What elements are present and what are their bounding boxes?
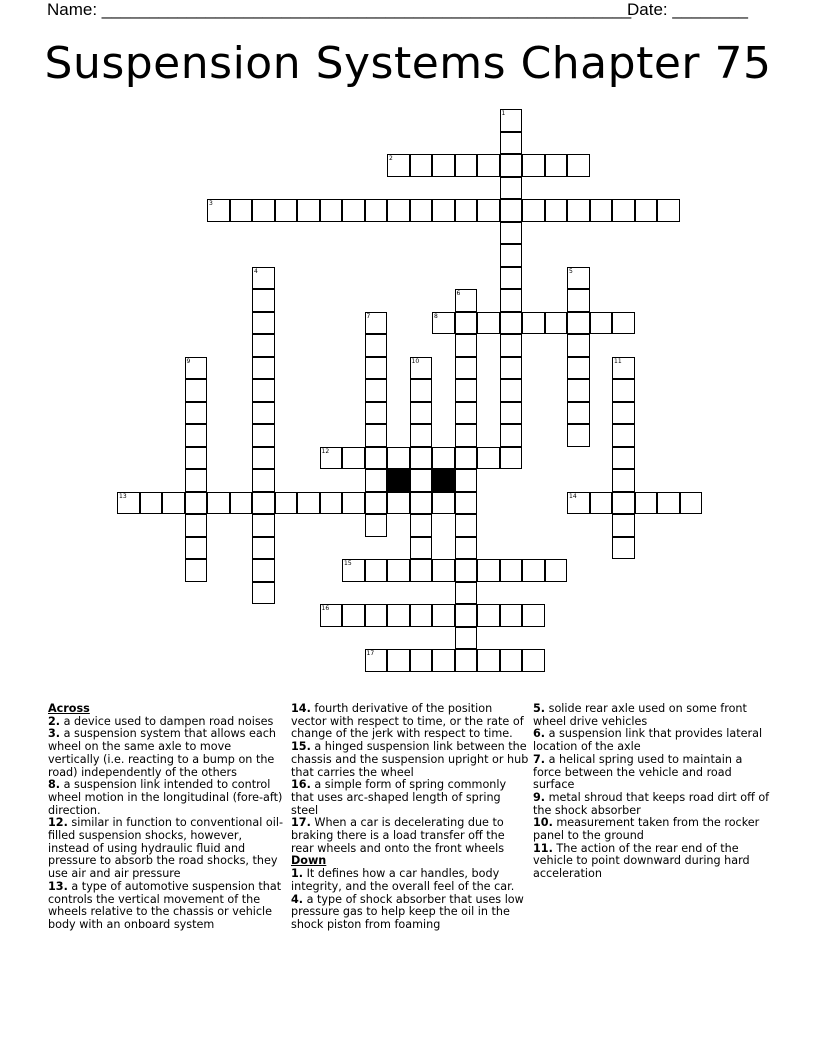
- grid-cell[interactable]: [320, 492, 343, 515]
- clue-number: 16: [321, 605, 330, 612]
- clue-number: 7: [366, 312, 371, 320]
- grid-cell[interactable]: [365, 312, 388, 335]
- clue-column-3: [533, 703, 771, 881]
- clue-number: 4: [254, 267, 258, 275]
- grid-cell[interactable]: [477, 649, 500, 672]
- grid-cell[interactable]: [500, 109, 523, 132]
- clue-text: fourth derivative of the position vector with respect to time, or the rate of change of the jerk with respect to time.: [291, 702, 524, 741]
- clue-number: 12: [321, 447, 330, 455]
- grid-cell[interactable]: [455, 649, 478, 672]
- grid-cell[interactable]: [432, 604, 455, 627]
- clue-text: a type of automotive suspension that controls the vertical movement of the wheels relative to the chassis or vehicle body with an onboard system: [48, 879, 282, 931]
- grid-cell[interactable]: [410, 424, 433, 447]
- clue-text: a device used to dampen road noises: [63, 714, 274, 728]
- clue-number-label: 8.: [48, 778, 61, 792]
- grid-cell[interactable]: [500, 604, 523, 627]
- grid-cell[interactable]: [410, 357, 433, 380]
- grid-cell[interactable]: [455, 559, 478, 582]
- grid-cell[interactable]: [185, 492, 208, 515]
- grid-cell[interactable]: [545, 559, 568, 582]
- grid-cell[interactable]: [410, 537, 433, 560]
- grid-cell[interactable]: [612, 447, 635, 470]
- clue-text: It defines how a car handles, body integrity, and the overall feel of the car.: [291, 867, 515, 893]
- grid-cell[interactable]: [387, 492, 410, 515]
- grid-cell[interactable]: [612, 514, 635, 537]
- grid-cell[interactable]: [252, 357, 275, 380]
- grid-cell[interactable]: [410, 469, 433, 492]
- clue-item: [533, 843, 771, 881]
- grid-cell[interactable]: [252, 514, 275, 537]
- clue-item: [533, 728, 771, 753]
- grid-cell[interactable]: [275, 492, 298, 515]
- grid-cell[interactable]: [477, 447, 500, 470]
- grid-cell[interactable]: [387, 447, 410, 470]
- grid-cell[interactable]: [612, 402, 635, 425]
- grid-cell[interactable]: [365, 424, 388, 447]
- clue-number-label: 7.: [533, 752, 546, 766]
- clue-item: [291, 894, 529, 932]
- grid-cell[interactable]: [455, 379, 478, 402]
- grid-cell[interactable]: [185, 379, 208, 402]
- grid-cell[interactable]: [365, 469, 388, 492]
- grid-cell[interactable]: [455, 447, 478, 470]
- grid-cell[interactable]: [500, 402, 523, 425]
- grid-cell[interactable]: [455, 537, 478, 560]
- grid-cell[interactable]: [455, 199, 478, 222]
- clue-number: 8: [434, 312, 438, 320]
- clue-number: 10: [411, 357, 420, 365]
- grid-cell[interactable]: [410, 559, 433, 582]
- grid-cell[interactable]: [500, 559, 523, 582]
- grid-cell[interactable]: [342, 559, 365, 582]
- grid-cell[interactable]: [432, 312, 455, 335]
- clue-number-label: 2.: [48, 714, 61, 728]
- clue-number-label: 4.: [291, 892, 304, 906]
- grid-cell[interactable]: [365, 402, 388, 425]
- grid-cell[interactable]: [567, 402, 590, 425]
- grid-cell[interactable]: [635, 492, 658, 515]
- grid-cell[interactable]: [500, 312, 523, 335]
- grid-cell[interactable]: [140, 492, 163, 515]
- clue-number-label: 17.: [291, 816, 311, 830]
- grid-cell[interactable]: [342, 447, 365, 470]
- grid-cell[interactable]: [252, 559, 275, 582]
- grid-cell[interactable]: [185, 514, 208, 537]
- clue-text: similar in function to conventional oil-filled suspension shocks, however, instead of using hydraulic fluid and pressure to absorb the road shocks, they use air and air pressure: [48, 816, 283, 881]
- clue-number: 6: [456, 290, 461, 297]
- clue-item: [533, 754, 771, 792]
- clue-number-label: 10.: [533, 816, 553, 830]
- grid-cell[interactable]: [545, 154, 568, 177]
- grid-cell[interactable]: [185, 447, 208, 470]
- grid-cell[interactable]: [410, 649, 433, 672]
- grid-cell[interactable]: [590, 312, 613, 335]
- grid-cell[interactable]: [477, 199, 500, 222]
- clue-number-label: 14.: [291, 702, 311, 715]
- grid-cell[interactable]: [455, 627, 478, 650]
- grid-cell[interactable]: [252, 424, 275, 447]
- grid-cell[interactable]: [455, 312, 478, 335]
- clue-number-label: 16.: [291, 778, 311, 792]
- grid-cell[interactable]: [185, 469, 208, 492]
- grid-cell[interactable]: [500, 222, 523, 245]
- clue-column-2: [291, 703, 529, 932]
- grid-cell[interactable]: [500, 447, 523, 470]
- grid-cell[interactable]: [545, 312, 568, 335]
- clue-item: [533, 792, 771, 817]
- grid-cell[interactable]: [500, 379, 523, 402]
- clue-number: 2: [389, 155, 393, 162]
- clue-item: [291, 703, 529, 741]
- grid-cell[interactable]: [455, 492, 478, 515]
- grid-cell[interactable]: [162, 492, 185, 515]
- grid-cell[interactable]: [185, 402, 208, 425]
- across-heading: Across: [48, 702, 90, 715]
- grid-cell[interactable]: [477, 312, 500, 335]
- grid-cell[interactable]: [455, 334, 478, 357]
- grid-cell[interactable]: [567, 334, 590, 357]
- grid-cell[interactable]: [252, 267, 275, 290]
- grid-cell[interactable]: [522, 649, 545, 672]
- date-field: Date: ________: [627, 0, 748, 19]
- grid-cell[interactable]: [410, 154, 433, 177]
- grid-cell[interactable]: [567, 492, 590, 515]
- grid-cell[interactable]: [320, 199, 343, 222]
- grid-cell[interactable]: [612, 469, 635, 492]
- grid-cell[interactable]: [455, 402, 478, 425]
- grid-cell[interactable]: [365, 514, 388, 537]
- grid-cell[interactable]: [680, 492, 703, 515]
- clue-number-label: 3.: [48, 727, 61, 741]
- grid-cell[interactable]: [612, 199, 635, 222]
- grid-cell[interactable]: [275, 199, 298, 222]
- clue-text: metal shroud that keeps road dirt off of the shock absorber: [533, 790, 770, 817]
- grid-cell[interactable]: [545, 199, 568, 222]
- grid-cell[interactable]: [387, 604, 410, 627]
- grid-cell[interactable]: [342, 492, 365, 515]
- grid-cell[interactable]: [432, 649, 455, 672]
- grid-cell[interactable]: [500, 244, 523, 267]
- grid-cell[interactable]: [432, 154, 455, 177]
- clue-text: When a car is decelerating due to braking there is a load transfer off the rear wheels and onto the front wheels: [291, 816, 505, 855]
- grid-cell[interactable]: [252, 334, 275, 357]
- grid-cell[interactable]: [365, 559, 388, 582]
- clue-item: [48, 728, 286, 779]
- clue-number: 1: [501, 110, 506, 117]
- grid-cell[interactable]: [410, 379, 433, 402]
- grid-cell[interactable]: [207, 492, 230, 515]
- grid-cell[interactable]: [320, 447, 343, 470]
- grid-cell[interactable]: [387, 649, 410, 672]
- grid-cell[interactable]: [612, 492, 635, 515]
- grid-cell[interactable]: [567, 154, 590, 177]
- clue-number-label: 1.: [291, 867, 304, 881]
- grid-cell[interactable]: [612, 312, 635, 335]
- grid-cell[interactable]: [365, 334, 388, 357]
- grid-cell[interactable]: [230, 492, 253, 515]
- grid-cell[interactable]: [410, 604, 433, 627]
- clue-text: The action of the rear end of the vehicle to point downward during hard acceleration: [533, 841, 750, 881]
- clue-number-label: 12.: [48, 816, 68, 830]
- grid-cell[interactable]: [612, 357, 635, 380]
- clue-number: 13: [119, 492, 127, 500]
- grid-cell[interactable]: [185, 424, 208, 447]
- down-heading: Down: [291, 854, 327, 868]
- clue-item: [48, 817, 286, 881]
- clue-text: solide rear axle used on some front wheel drive vehicles: [533, 702, 747, 728]
- grid-cell[interactable]: [252, 312, 275, 335]
- black-cell: [387, 469, 410, 492]
- grid-cell[interactable]: [342, 604, 365, 627]
- grid-cell[interactable]: [365, 492, 388, 515]
- grid-cell[interactable]: [455, 154, 478, 177]
- grid-cell[interactable]: [410, 492, 433, 515]
- grid-cell[interactable]: [590, 492, 613, 515]
- grid-cell[interactable]: [365, 649, 388, 672]
- page-title: Suspension Systems Chapter 75: [44, 38, 772, 89]
- grid-cell[interactable]: [387, 199, 410, 222]
- grid-cell[interactable]: [432, 447, 455, 470]
- grid-cell[interactable]: [500, 424, 523, 447]
- grid-cell[interactable]: [500, 132, 523, 155]
- grid-cell[interactable]: [500, 334, 523, 357]
- clue-number: 15: [344, 560, 352, 567]
- clue-item: [291, 817, 529, 855]
- clue-column-1: [48, 703, 286, 932]
- grid-cell[interactable]: [567, 357, 590, 380]
- grid-cell[interactable]: [500, 649, 523, 672]
- clue-number: 14: [569, 492, 577, 500]
- grid-cell[interactable]: [455, 289, 478, 312]
- grid-cell[interactable]: [455, 357, 478, 380]
- grid-cell[interactable]: [185, 559, 208, 582]
- grid-cell[interactable]: [500, 357, 523, 380]
- grid-cell[interactable]: [612, 424, 635, 447]
- clue-item: [291, 868, 529, 893]
- grid-cell[interactable]: [365, 379, 388, 402]
- grid-cell[interactable]: [252, 469, 275, 492]
- grid-cell[interactable]: [455, 604, 478, 627]
- clue-item: [533, 703, 771, 728]
- clue-number-label: 13.: [48, 879, 68, 893]
- grid-cell[interactable]: [612, 379, 635, 402]
- grid-cell[interactable]: [657, 199, 680, 222]
- grid-cell[interactable]: [477, 559, 500, 582]
- clue-text: a suspension system that allows each wheel on the same axle to move vertically (i.e. reacting to a bump on the road) independently of the others: [48, 727, 276, 779]
- grid-cell[interactable]: [432, 559, 455, 582]
- clue-text: measurement taken from the rocker panel to the ground: [533, 816, 760, 843]
- grid-cell[interactable]: [500, 177, 523, 200]
- grid-cell[interactable]: [252, 402, 275, 425]
- grid-cell[interactable]: [567, 199, 590, 222]
- grid-cell[interactable]: [500, 154, 523, 177]
- grid-cell[interactable]: [500, 267, 523, 290]
- grid-cell[interactable]: [387, 559, 410, 582]
- grid-cell[interactable]: [252, 582, 275, 605]
- grid-cell[interactable]: [657, 492, 680, 515]
- grid-cell[interactable]: [365, 357, 388, 380]
- clue-text: a helical spring used to maintain a force between the vehicle and road surface: [533, 752, 743, 792]
- clue-text: a simple form of spring commonly that uses arc-shaped length of spring steel: [291, 778, 507, 817]
- clue-number: 5: [569, 267, 573, 275]
- grid-cell[interactable]: [567, 424, 590, 447]
- clue-number-label: 9.: [533, 790, 546, 804]
- clue-text: a suspension link that provides lateral location of the axle: [533, 727, 763, 754]
- clue-text: a suspension link intended to control wheel motion in the longitudinal (fore-aft) direction.: [48, 778, 283, 817]
- grid-cell[interactable]: [500, 289, 523, 312]
- grid-cell[interactable]: [252, 199, 275, 222]
- grid-cell[interactable]: [297, 199, 320, 222]
- grid-cell[interactable]: [252, 379, 275, 402]
- grid-cell[interactable]: [410, 199, 433, 222]
- grid-cell[interactable]: [230, 199, 253, 222]
- grid-cell[interactable]: [365, 604, 388, 627]
- clue-number: 17: [366, 650, 375, 657]
- grid-cell[interactable]: [522, 199, 545, 222]
- clue-number-label: 6.: [533, 727, 546, 741]
- grid-cell[interactable]: [635, 199, 658, 222]
- grid-cell[interactable]: [252, 289, 275, 312]
- grid-cell[interactable]: [455, 582, 478, 605]
- grid-cell[interactable]: [522, 604, 545, 627]
- grid-cell[interactable]: [365, 199, 388, 222]
- clue-number-label: 5.: [533, 702, 546, 715]
- grid-cell[interactable]: [590, 199, 613, 222]
- grid-cell[interactable]: [410, 514, 433, 537]
- grid-cell[interactable]: [455, 424, 478, 447]
- clue-item: [291, 741, 529, 779]
- grid-cell[interactable]: [117, 492, 140, 515]
- grid-cell[interactable]: [477, 604, 500, 627]
- clue-item: [48, 779, 286, 817]
- grid-cell[interactable]: [252, 492, 275, 515]
- clue-item: [291, 779, 529, 817]
- grid-cell[interactable]: [477, 154, 500, 177]
- grid-cell[interactable]: [522, 154, 545, 177]
- clue-number: 3: [209, 200, 213, 207]
- grid-cell[interactable]: [410, 402, 433, 425]
- clue-number: 11: [614, 357, 622, 365]
- grid-cell[interactable]: [297, 492, 320, 515]
- grid-cell[interactable]: [522, 312, 545, 335]
- grid-cell[interactable]: [455, 514, 478, 537]
- grid-cell[interactable]: [320, 604, 343, 627]
- grid-cell[interactable]: [567, 312, 590, 335]
- grid-cell[interactable]: [252, 447, 275, 470]
- grid-cell[interactable]: [387, 154, 410, 177]
- grid-cell[interactable]: [410, 447, 433, 470]
- grid-cell[interactable]: [567, 267, 590, 290]
- black-cell: [432, 469, 455, 492]
- clue-text: a type of shock absorber that uses low pressure gas to help keep the oil in the shock piston from foaming: [291, 892, 524, 931]
- grid-cell[interactable]: [500, 199, 523, 222]
- name-field: Name: ________________________________________________________: [47, 0, 632, 19]
- grid-cell[interactable]: [522, 559, 545, 582]
- clue-text: a hinged suspension link between the chassis and the suspension upright or hub that carries the wheel: [291, 740, 529, 779]
- grid-cell[interactable]: [432, 492, 455, 515]
- grid-cell[interactable]: [185, 537, 208, 560]
- clue-item: [48, 881, 286, 932]
- grid-cell[interactable]: [432, 199, 455, 222]
- grid-cell[interactable]: [207, 199, 230, 222]
- clue-number-label: 15.: [291, 740, 311, 754]
- grid-cell[interactable]: [185, 357, 208, 380]
- grid-cell[interactable]: [365, 447, 388, 470]
- grid-cell[interactable]: [567, 379, 590, 402]
- clue-item: [533, 817, 771, 842]
- clue-number-label: 11.: [533, 841, 553, 855]
- grid-cell[interactable]: [455, 469, 478, 492]
- grid-cell[interactable]: [342, 199, 365, 222]
- grid-cell[interactable]: [252, 537, 275, 560]
- grid-cell[interactable]: [567, 289, 590, 312]
- clue-number: 9: [186, 357, 191, 365]
- grid-cell[interactable]: [612, 537, 635, 560]
